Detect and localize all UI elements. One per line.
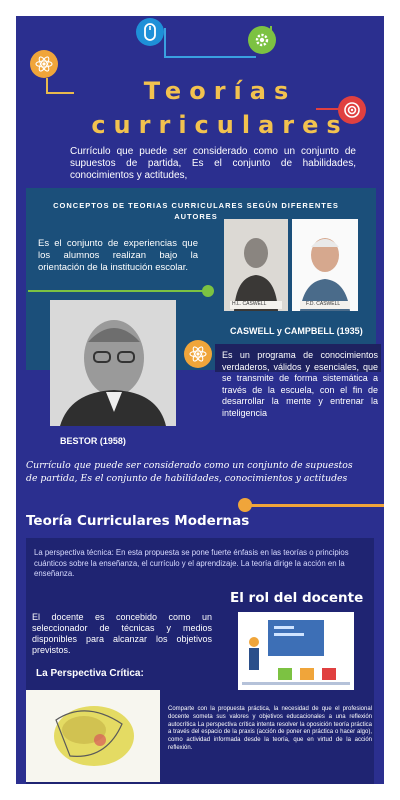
role-heading: El rol del docente [230, 590, 364, 606]
teacher-illustration [238, 612, 354, 690]
atom-icon [184, 340, 212, 368]
infographic-poster [16, 16, 384, 784]
technical-perspective: La perspectiva técnica: En esta propuesta se pone fuerte énfasis en las teorías o principios cuánticos sobre la enseñanza, el currículo y el aprendizaje. La teoría dirige la acción en la enseñanza. [34, 548, 349, 578]
caswell-photo-label: H.L. CASWELL [232, 301, 267, 307]
bestor-photo [50, 300, 176, 426]
italic-quote: Currículo que puede ser considerado como un conjunto de supuestos de partida, Es el conjunto de habilidades, conocimientos y actitudes [26, 460, 353, 484]
modern-heading: Teoría Curriculares Modernas [26, 513, 250, 529]
role-text: El docente es concebido como un seleccionador de técnicas y medios disponibles para alcanzar los objetivos previstos. [32, 612, 212, 655]
title-line-1: Teorías [143, 77, 297, 105]
orange-divider [248, 504, 384, 507]
campbell-photo-label: F.D. CASWELL [306, 301, 341, 307]
atom-icon [30, 50, 58, 78]
green-divider [28, 290, 206, 292]
decor-line [164, 28, 166, 58]
page-title [70, 74, 370, 142]
intro-text: Currículo que puede ser considerado como un conjunto de supuestos de partida, Es el conjunto de habilidades, conocimientos y actitudes, [70, 146, 356, 181]
decor-line [166, 56, 256, 58]
critical-artwork [26, 690, 160, 782]
caswell-caption: CASWELL y CAMPBELL (1935) [230, 326, 363, 336]
critical-text: Comparte con la propuesta práctica, la necesidad de que el profesional docente someta sus valores y objetivos educacionales a una reflexión autocrítica La perspectiva crítica intenta resolver la oposición teoría práctica a través del espacio de la praxis (acción de poner en práctica o hacer algo), como actividad informada desde la teoría, que en virtud de la acción reflexión. [168, 706, 372, 751]
green-dot [202, 285, 214, 297]
mouse-icon [136, 18, 164, 46]
bestor-definition: Es un programa de conocimientos verdaderos, válidos y esenciales, que se transmite de forma sistemática a través de la escuela, con el fin de desarrollar la mente y entrenar la inteligencia [222, 350, 378, 418]
title-line-2: curriculares [91, 111, 349, 139]
caswell-definition: Es el conjunto de experiencias que los alumnos realizan bajo la orientación de la institución escolar. [38, 238, 198, 273]
gear-icon [248, 26, 276, 54]
orange-dot [238, 498, 252, 512]
decor-line [46, 78, 48, 92]
bestor-caption: BESTOR (1958) [60, 436, 126, 446]
concepts-heading: CONCEPTOS DE TEORIAS CURRICULARES SEGÚN DIFERENTES AUTORES [53, 201, 339, 221]
critical-heading: La Perspectiva Crítica: [36, 668, 144, 679]
campbell-photo [292, 219, 358, 311]
caswell-photo [224, 219, 288, 311]
